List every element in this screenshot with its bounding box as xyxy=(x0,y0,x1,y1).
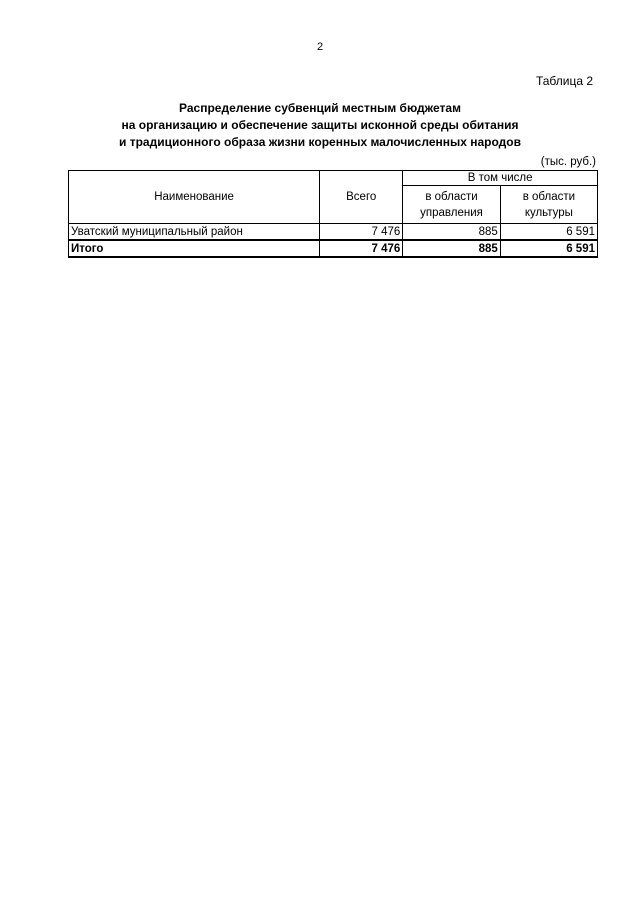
table-row xyxy=(69,224,598,241)
title-line-1: Распределение субвенций местным бюджетам xyxy=(179,101,461,115)
page-number: 2 xyxy=(316,41,324,53)
subvention-table xyxy=(68,170,598,258)
total-sum: 7 476 xyxy=(320,240,403,257)
table-total-row xyxy=(69,240,598,257)
header-name: Наименование xyxy=(69,171,320,224)
header-management xyxy=(403,186,500,224)
table-header-row xyxy=(69,171,598,186)
total-management: 885 xyxy=(403,240,500,257)
header-culture-line-2: культуры xyxy=(524,206,573,219)
cell-name: Уватский муниципальный район xyxy=(69,224,320,241)
header-culture-line-1: в области xyxy=(522,190,576,203)
header-management-line-2: управления xyxy=(420,206,483,219)
table-label: Таблица 2 xyxy=(535,74,593,88)
total-label: Итого xyxy=(69,240,320,257)
cell-management: 885 xyxy=(403,224,500,241)
header-management-line-1: в области xyxy=(425,190,478,203)
document-title xyxy=(0,100,640,151)
header-total: Всего xyxy=(320,171,403,224)
title-line-3: и традиционного образа жизни коренных малочисленных народов xyxy=(119,135,521,149)
header-culture xyxy=(500,186,597,224)
units-label: (тыс. руб.) xyxy=(540,156,596,168)
cell-culture: 6 591 xyxy=(500,224,597,241)
header-including: В том числе xyxy=(403,171,598,186)
total-culture: 6 591 xyxy=(500,240,597,257)
cell-total: 7 476 xyxy=(320,224,403,241)
title-line-2: на организацию и обеспечение защиты исконной среды обитания xyxy=(121,118,519,132)
